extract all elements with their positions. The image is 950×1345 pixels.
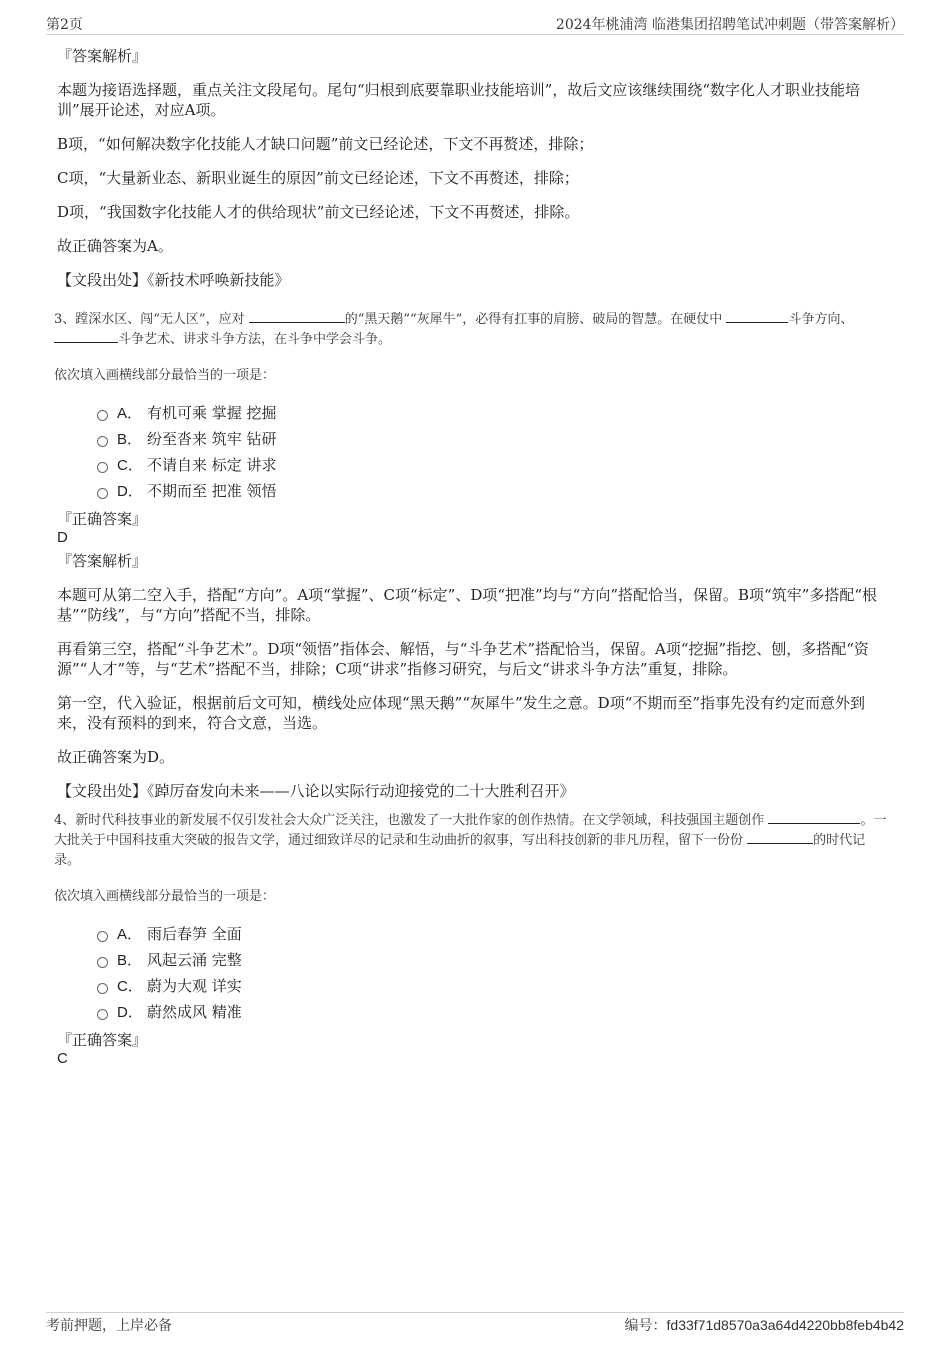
page-number: 第2页 <box>46 17 83 33</box>
q4-stem <box>54 811 887 871</box>
document-title: 2024年桃浦湾 临港集团招聘笔试冲刺题（带答案解析） <box>555 17 904 33</box>
q2-source: 【文段出处】《新技术呼唤新技能》 <box>57 271 290 289</box>
q3-answer: D <box>57 529 68 546</box>
q3-analysis-para-1: 本题可从第二空入手，搭配“方向”。A项“掌握”、C项“标定”、D项“把准”均与“方向”搭配恰当，保留。B项“筑牢”多搭配“根基”“防线”，与“方向”搭配不当，排除。 <box>57 586 878 624</box>
q3-analysis-para-2: 再看第三空，搭配“斗争艺术”。D项“领悟”指体会、解悟，与“斗争艺术”搭配恰当，保留。A项“挖掘”指挖、刨，多搭配“资源”“人才”等，与“艺术”搭配不当，排除；C项“讲求”指修习研究，与后文“讲求斗争方法”重复，排除。 <box>57 640 869 678</box>
radio-icon[interactable] <box>97 1009 108 1020</box>
q4-blank-1 <box>768 811 860 824</box>
q4-option-a[interactable]: A． 雨后春笋 全面 <box>97 920 887 946</box>
q3-number: 3、 <box>54 312 76 327</box>
q4-text-b: 。一大批关于中国科技重大突破的报告文学，通过细致详尽的记录和生动曲折的叙事，写出科技创新的非凡历程，留下一份份 <box>54 813 887 848</box>
q3-blank-1 <box>249 310 345 323</box>
radio-icon[interactable] <box>97 957 108 968</box>
q3-text-b: 的“黑天鹅”“灰犀牛”，必得有扛事的肩膀、破局的智慧。在硬仗中 <box>344 312 723 327</box>
q3-stem <box>54 310 887 350</box>
q3-blank-3 <box>54 330 118 343</box>
radio-icon[interactable] <box>97 410 108 421</box>
q3-analysis-label: 『答案解析』 <box>57 552 148 570</box>
radio-icon[interactable] <box>97 488 108 499</box>
q3-option-d[interactable]: D． 不期而至 把准 领悟 <box>97 477 887 503</box>
q4-options <box>97 920 887 1024</box>
radio-icon[interactable] <box>97 436 108 447</box>
code-label: 编号： <box>624 1318 667 1334</box>
page-header <box>46 14 904 35</box>
document-code <box>625 1315 904 1335</box>
q3-option-a[interactable]: A． 有机可乘 掌握 挖掘 <box>97 399 887 425</box>
q4-text-c: 的时代记录。 <box>54 833 866 868</box>
q2-conclusion: 故正确答案为A。 <box>57 237 173 255</box>
q3-text-a: 蹚深水区、闯“无人区”，应对 <box>75 312 245 327</box>
q2-analysis-para-2: B项，“如何解决数字化技能人才缺口问题”前文已经论述，下文不再赘述，排除； <box>57 135 594 153</box>
q3-source: 【文段出处】《踔厉奋发向未来——八论以实际行动迎接党的二十大胜利召开》 <box>57 782 575 800</box>
q3-conclusion: 故正确答案为D。 <box>57 748 175 766</box>
q2-analysis-para-3: C项，“大量新业态、新职业诞生的原因”前文已经论述，下文不再赘述，排除； <box>57 169 579 187</box>
q4-answer-label: 『正确答案』 <box>57 1031 148 1049</box>
q4-option-c[interactable]: C． 蔚为大观 详实 <box>97 972 887 998</box>
q3-text-c: 斗争方向、 <box>788 312 854 327</box>
q2-analysis-para-4: D项，“我国数字化技能人才的供给现状”前文已经论述，下文不再赘述，排除。 <box>57 203 580 221</box>
q4-option-d[interactable]: D． 蔚然成风 精准 <box>97 998 887 1024</box>
q3-prompt: 依次填入画横线部分最恰当的一项是： <box>54 368 276 383</box>
q4-blank-2 <box>747 831 813 844</box>
q3-options <box>97 399 887 503</box>
q3-analysis-para-3: 第一空，代入验证，根据前后文可知，横线处应体现“黑天鹅”“灰犀牛”发生之意。D项“不期而至”指事先没有约定而意外到来，没有预料的到来，符合文意，当选。 <box>57 694 866 732</box>
code-value: fd33f71d8570a3a64d4220bb8feb4b42 <box>666 1317 904 1333</box>
q4-number: 4、 <box>54 813 76 828</box>
q3-text-d: 斗争艺术、讲求斗争方法，在斗争中学会斗争。 <box>118 332 392 347</box>
q3-answer-label: 『正确答案』 <box>57 510 148 528</box>
q3-option-c[interactable]: C． 不请自来 标定 讲求 <box>97 451 887 477</box>
q4-answer: C <box>57 1050 68 1067</box>
radio-icon[interactable] <box>97 462 108 473</box>
radio-icon[interactable] <box>97 983 108 994</box>
page-content <box>54 46 887 1072</box>
q4-option-b[interactable]: B． 风起云涌 完整 <box>97 946 887 972</box>
page-footer <box>46 1312 904 1335</box>
q3-blank-2 <box>726 310 788 323</box>
q2-analysis-para-1: 本题为接语选择题，重点关注文段尾句。尾句“归根到底要靠职业技能培训”，故后文应该继续围绕“数字化人才职业技能培训”展开论述，对应A项。 <box>57 81 861 119</box>
q2-analysis-label: 『答案解析』 <box>57 47 148 65</box>
q3-option-b[interactable]: B． 纷至沓来 筑牢 钻研 <box>97 425 887 451</box>
footer-slogan: 考前押题，上岸必备 <box>46 1318 172 1334</box>
q4-text-a: 新时代科技事业的新发展不仅引发社会大众广泛关注，也激发了一大批作家的创作热情。在文学领域，科技强国主题创作 <box>75 813 765 828</box>
q4-prompt: 依次填入画横线部分最恰当的一项是： <box>54 889 276 904</box>
radio-icon[interactable] <box>97 931 108 942</box>
